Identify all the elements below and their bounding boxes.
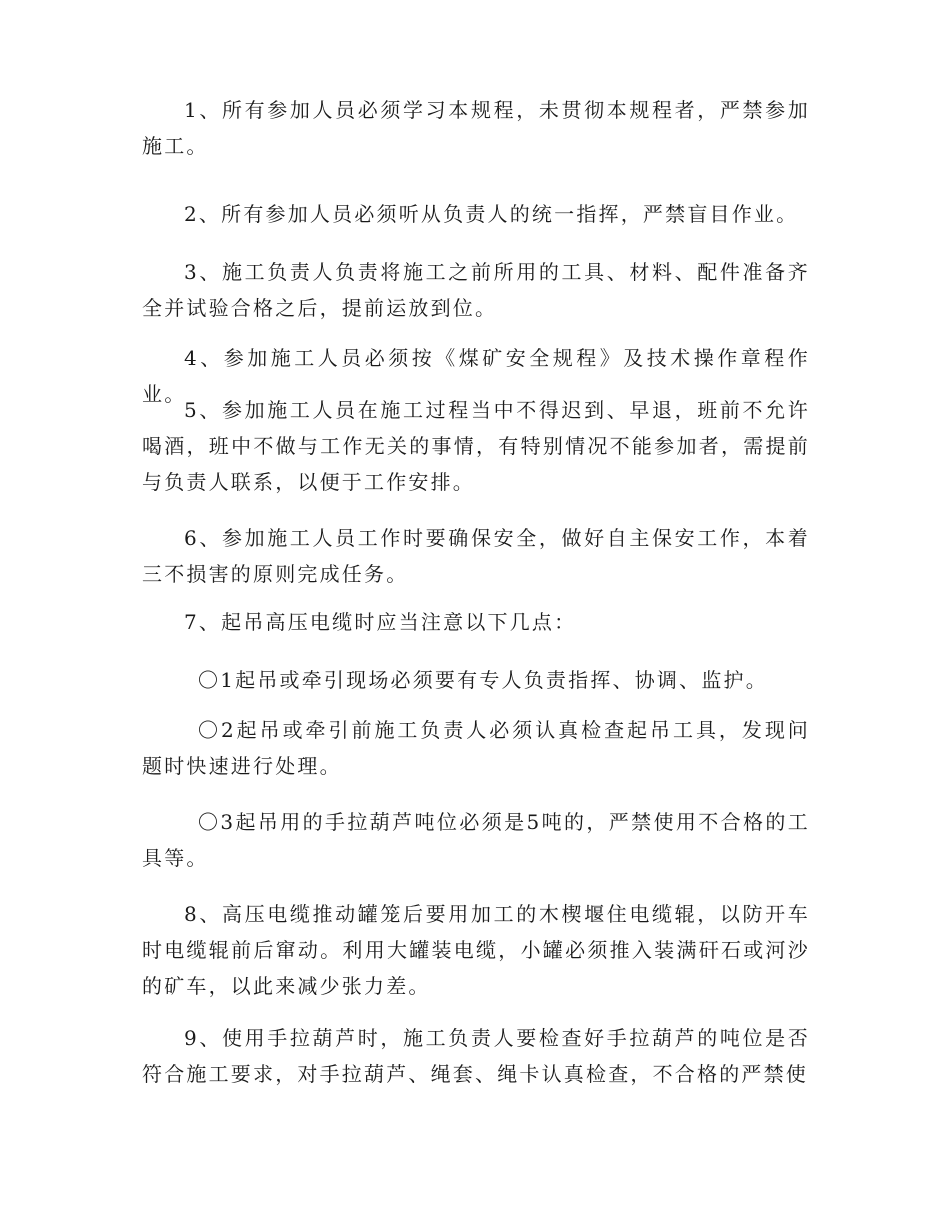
sub-item-3: 〇3起吊用的手拉葫芦吨位必须是5吨的，严禁使用不合格的工具等。	[142, 810, 810, 870]
paragraph-1: 1、所有参加人员必须学习本规程，未贯彻本规程者，严禁参加施工。	[142, 98, 810, 158]
sub-item-1: 〇1起吊或牵引现场必须要有专人负责指挥、协调、监护。	[198, 668, 768, 692]
paragraph-7: 7、起吊高压电缆时应当注意以下几点：	[184, 610, 577, 634]
paragraph-3: 3、施工负责人负责将施工之前所用的工具、材料、配件准备齐全并试验合格之后，提前运放到位。	[142, 260, 810, 320]
paragraph-2: 2、所有参加人员必须听从负责人的统一指挥，严禁盲目作业。	[184, 202, 799, 226]
sub-item-2: 〇2起吊或牵引前施工负责人必须认真检查起吊工具，发现问题时快速进行处理。	[142, 718, 810, 778]
paragraph-8: 8、高压电缆推动罐笼后要用加工的木楔堰住电缆辊，以防开车时电缆辊前后窜动。利用大罐装电缆，小罐必须推入装满矸石或河沙的矿车，以此来减少张力差。	[142, 902, 810, 998]
paragraph-5: 5、参加施工人员在施工过程当中不得迟到、早退，班前不允许喝酒，班中不做与工作无关的事情，有特别情况不能参加者，需提前与负责人联系，以便于工作安排。	[142, 398, 810, 494]
paragraph-4: 4、参加施工人员必须按《煤矿安全规程》及技术操作章程作业。	[142, 346, 810, 406]
paragraph-6: 6、参加施工人员工作时要确保安全，做好自主保安工作，本着三不损害的原则完成任务。	[142, 526, 810, 586]
paragraph-9: 9、使用手拉葫芦时，施工负责人要检查好手拉葫芦的吨位是否符合施工要求，对手拉葫芦、绳套、绳卡认真检查，不合格的严禁使	[142, 1026, 810, 1086]
